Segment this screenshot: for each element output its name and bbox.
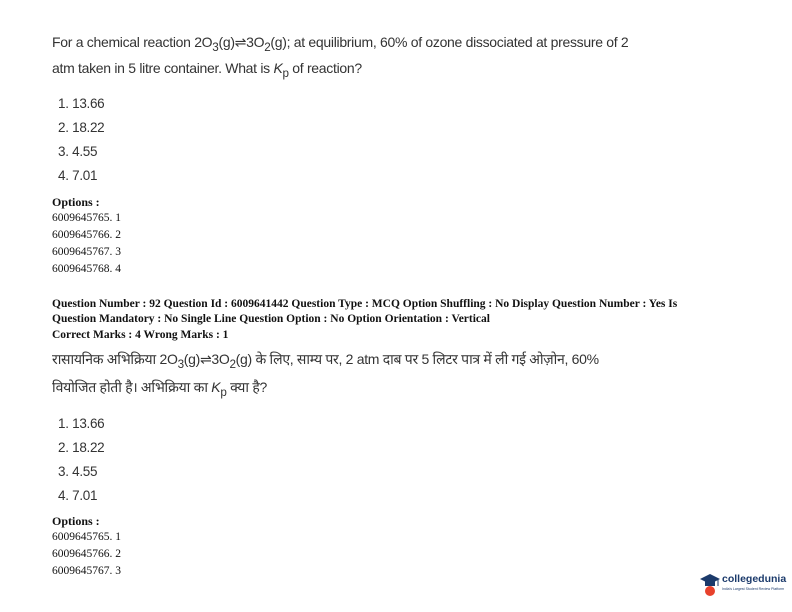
choice-2: 2. 18.22 [58,440,105,455]
option-id-3: 6009645767. 3 [52,246,121,258]
logo-name: collegedunia [722,573,787,585]
subscript: 2 [229,357,236,371]
choice-3: 3. 4.55 [58,144,98,159]
question-text-part: क्या है? [226,379,267,395]
choice-2: 2. 18.22 [58,120,105,135]
choice-3: 3. 4.55 [58,464,98,479]
question-text-part: of reaction? [288,60,362,76]
subscript: 2 [264,40,271,54]
logo-tagline: India's Largest Student Review Platform [722,587,785,591]
option-id-1: 6009645765. 1 [52,531,121,543]
question-text-part: atm taken in 5 litre container. What is [52,60,274,76]
kp-symbol: K [273,60,283,76]
question-text-part: वियोजित होती है। अभिक्रिया का [52,379,212,395]
option-id-4: 6009645768. 4 [52,263,121,275]
choice-4: 4. 7.01 [58,168,98,183]
option-id-2: 6009645766. 2 [52,548,121,560]
question-meta-line-1: Question Number : 92 Question Id : 6009641442 Question Type : MCQ Option Shuffling : No Display Question Number : Yes Is [52,298,678,310]
graduate-cap-icon [700,572,720,598]
choice-1: 1. 13.66 [58,96,105,111]
option-id-3: 6009645767. 3 [52,565,121,577]
question-hindi-line-1 [52,350,599,371]
collegedunia-logo [700,570,790,604]
question-text-part: (g) के लिए, साम्य पर, 2 atm दाब पर 5 लिटर पात्र में ली गई ओज़ोन, 60% [235,351,599,367]
option-id-1: 6009645765. 1 [52,212,121,224]
choice-4: 4. 7.01 [58,488,98,503]
subscript: 3 [177,357,184,371]
subscript: p [220,385,227,399]
option-id-2: 6009645766. 2 [52,229,121,241]
question-text-part: (g); at equilibrium, 60% of ozone dissociated at pressure of 2 [270,34,629,50]
question-text-line-1 [52,34,628,54]
question-text-part: रासायनिक अभिक्रिया 2O [52,351,178,367]
options-title: Options : [52,195,100,209]
kp-symbol: K [211,379,221,395]
subscript: 3 [212,40,219,54]
question-text-part: For a chemical reaction 2O [52,34,213,50]
question-text-part: (g)⇌3O [218,34,265,50]
question-text-line-2 [52,60,362,80]
options-title: Options : [52,514,100,528]
subscript: p [282,66,289,80]
question-text-part: (g)⇌3O [183,351,230,367]
question-meta-line-3: Correct Marks : 4 Wrong Marks : 1 [52,329,229,341]
question-hindi-line-2 [52,378,267,399]
choice-1: 1. 13.66 [58,416,105,431]
question-meta-line-2: Question Mandatory : No Single Line Question Option : No Option Orientation : Vertical [52,313,490,325]
